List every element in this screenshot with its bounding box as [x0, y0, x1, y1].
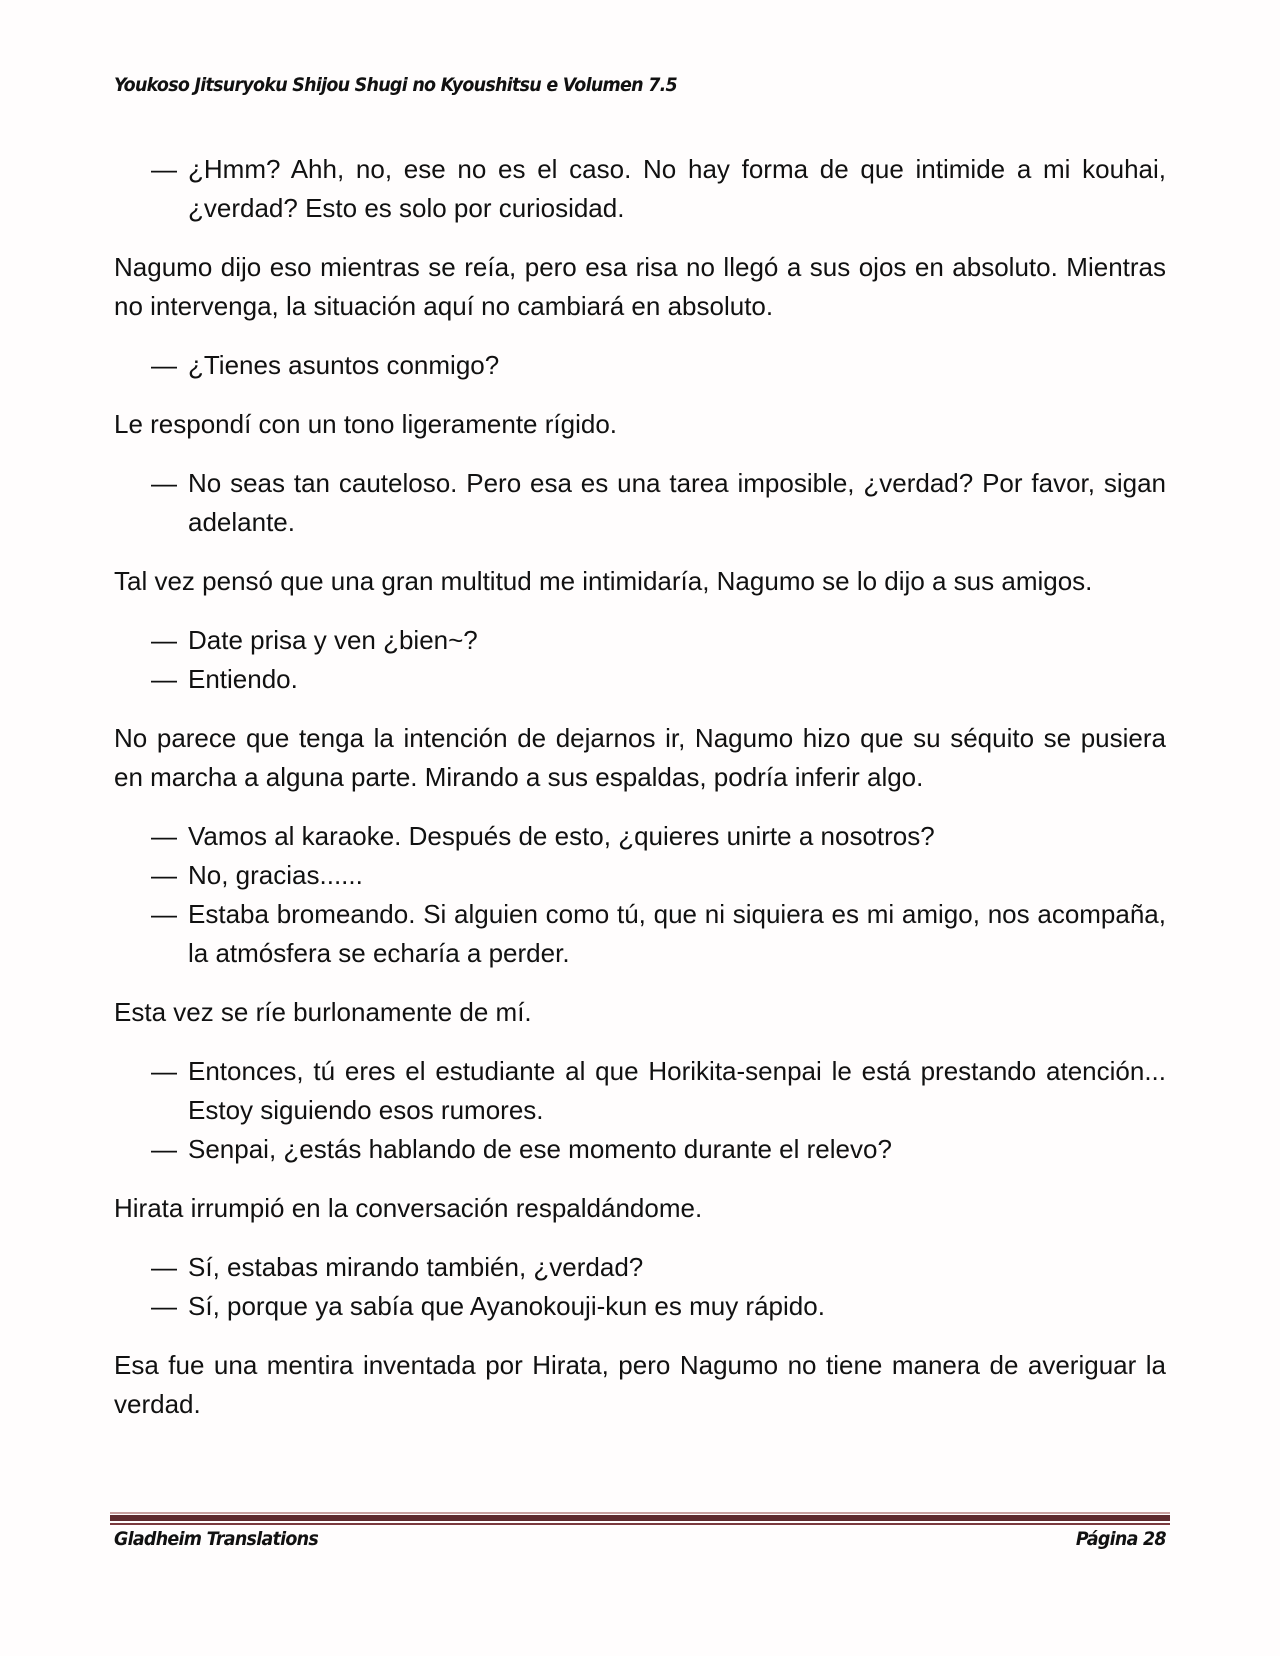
dialogue-text: Entiendo. [188, 664, 298, 694]
narration-paragraph: Hirata irrumpió en la conversación respaldándome. [114, 1193, 703, 1223]
em-dash: — [151, 1134, 177, 1164]
narration-paragraph: Nagumo dijo eso mientras se reía, pero esa risa no llegó a sus ojos en absoluto. Mientras no intervenga, la situación aquí no cambiará en absoluto. [114, 252, 1166, 321]
dialogue-text: Date prisa y ven ¿bien~? [188, 625, 478, 655]
dialogue-line [114, 856, 1166, 895]
dialogue-group [114, 621, 1166, 699]
dialogue-line [114, 1287, 1166, 1326]
footer-rule [110, 1523, 1170, 1525]
dialogue-text: ¿Tienes asuntos conmigo? [188, 350, 500, 380]
em-dash: — [151, 350, 177, 380]
narration-paragraph: Esta vez se ríe burlonamente de mí. [114, 997, 532, 1027]
em-dash: — [151, 1056, 177, 1086]
em-dash: — [151, 1291, 177, 1321]
dialogue-line [114, 464, 1166, 542]
dialogue-text: No seas tan cauteloso. Pero esa es una tarea imposible, ¿verdad? Por favor, sigan adelante. [188, 468, 1166, 537]
dialogue-text: Senpai, ¿estás hablando de ese momento durante el relevo? [188, 1134, 892, 1164]
footer-rule [110, 1515, 1170, 1521]
dialogue-line [114, 346, 1166, 385]
em-dash: — [151, 1252, 177, 1282]
footer-page-number: Página 28 [1075, 1528, 1166, 1550]
dialogue-text: Sí, estabas mirando también, ¿verdad? [188, 1252, 644, 1282]
em-dash: — [151, 860, 177, 890]
footer-rule [110, 1512, 1170, 1514]
em-dash: — [151, 625, 177, 655]
dialogue-group [114, 817, 1166, 973]
narration-paragraph: Esa fue una mentira inventada por Hirata, pero Nagumo no tiene manera de averiguar la verdad. [114, 1350, 1166, 1419]
narration-paragraph: Le respondí con un tono ligeramente rígido. [114, 409, 618, 439]
dialogue-group [114, 464, 1166, 542]
em-dash: — [151, 821, 177, 851]
em-dash: — [151, 468, 177, 498]
narration-paragraph: Tal vez pensó que una gran multitud me intimidaría, Nagumo se lo dijo a sus amigos. [114, 566, 1093, 596]
dialogue-line [114, 1130, 1166, 1169]
dialogue-group [114, 1248, 1166, 1326]
dialogue-line [114, 660, 1166, 699]
running-header: Youkoso Jitsuryoku Shijou Shugi no Kyoushitsu e Volumen 7.5 [114, 74, 677, 96]
dialogue-text: Vamos al karaoke. Después de esto, ¿quieres unirte a nosotros? [188, 821, 935, 851]
dialogue-line [114, 1052, 1166, 1130]
dialogue-text: Entonces, tú eres el estudiante al que Horikita-senpai le está prestando atención... Estoy siguiendo esos rumores. [188, 1056, 1166, 1125]
dialogue-text: Estaba bromeando. Si alguien como tú, que ni siquiera es mi amigo, nos acompaña, la atmósfera se echaría a perder. [188, 899, 1166, 968]
dialogue-text: ¿Hmm? Ahh, no, ese no es el caso. No hay forma de que intimide a mi kouhai, ¿verdad? Esto es solo por curiosidad. [188, 154, 1166, 223]
page-body [114, 150, 1166, 1444]
dialogue-group [114, 1052, 1166, 1169]
dialogue-group [114, 150, 1166, 228]
em-dash: — [151, 154, 177, 184]
em-dash: — [151, 664, 177, 694]
dialogue-text: No, gracias...... [188, 860, 363, 890]
dialogue-line [114, 817, 1166, 856]
dialogue-line [114, 1248, 1166, 1287]
narration-paragraph: No parece que tenga la intención de dejarnos ir, Nagumo hizo que su séquito se pusiera en marcha a alguna parte. Mirando a sus espaldas, podría inferir algo. [114, 723, 1166, 792]
dialogue-line [114, 895, 1166, 973]
footer-publisher: Gladheim Translations [114, 1528, 319, 1550]
dialogue-group [114, 346, 1166, 385]
em-dash: — [151, 899, 177, 929]
dialogue-line [114, 621, 1166, 660]
dialogue-line [114, 150, 1166, 228]
dialogue-text: Sí, porque ya sabía que Ayanokouji-kun es muy rápido. [188, 1291, 825, 1321]
